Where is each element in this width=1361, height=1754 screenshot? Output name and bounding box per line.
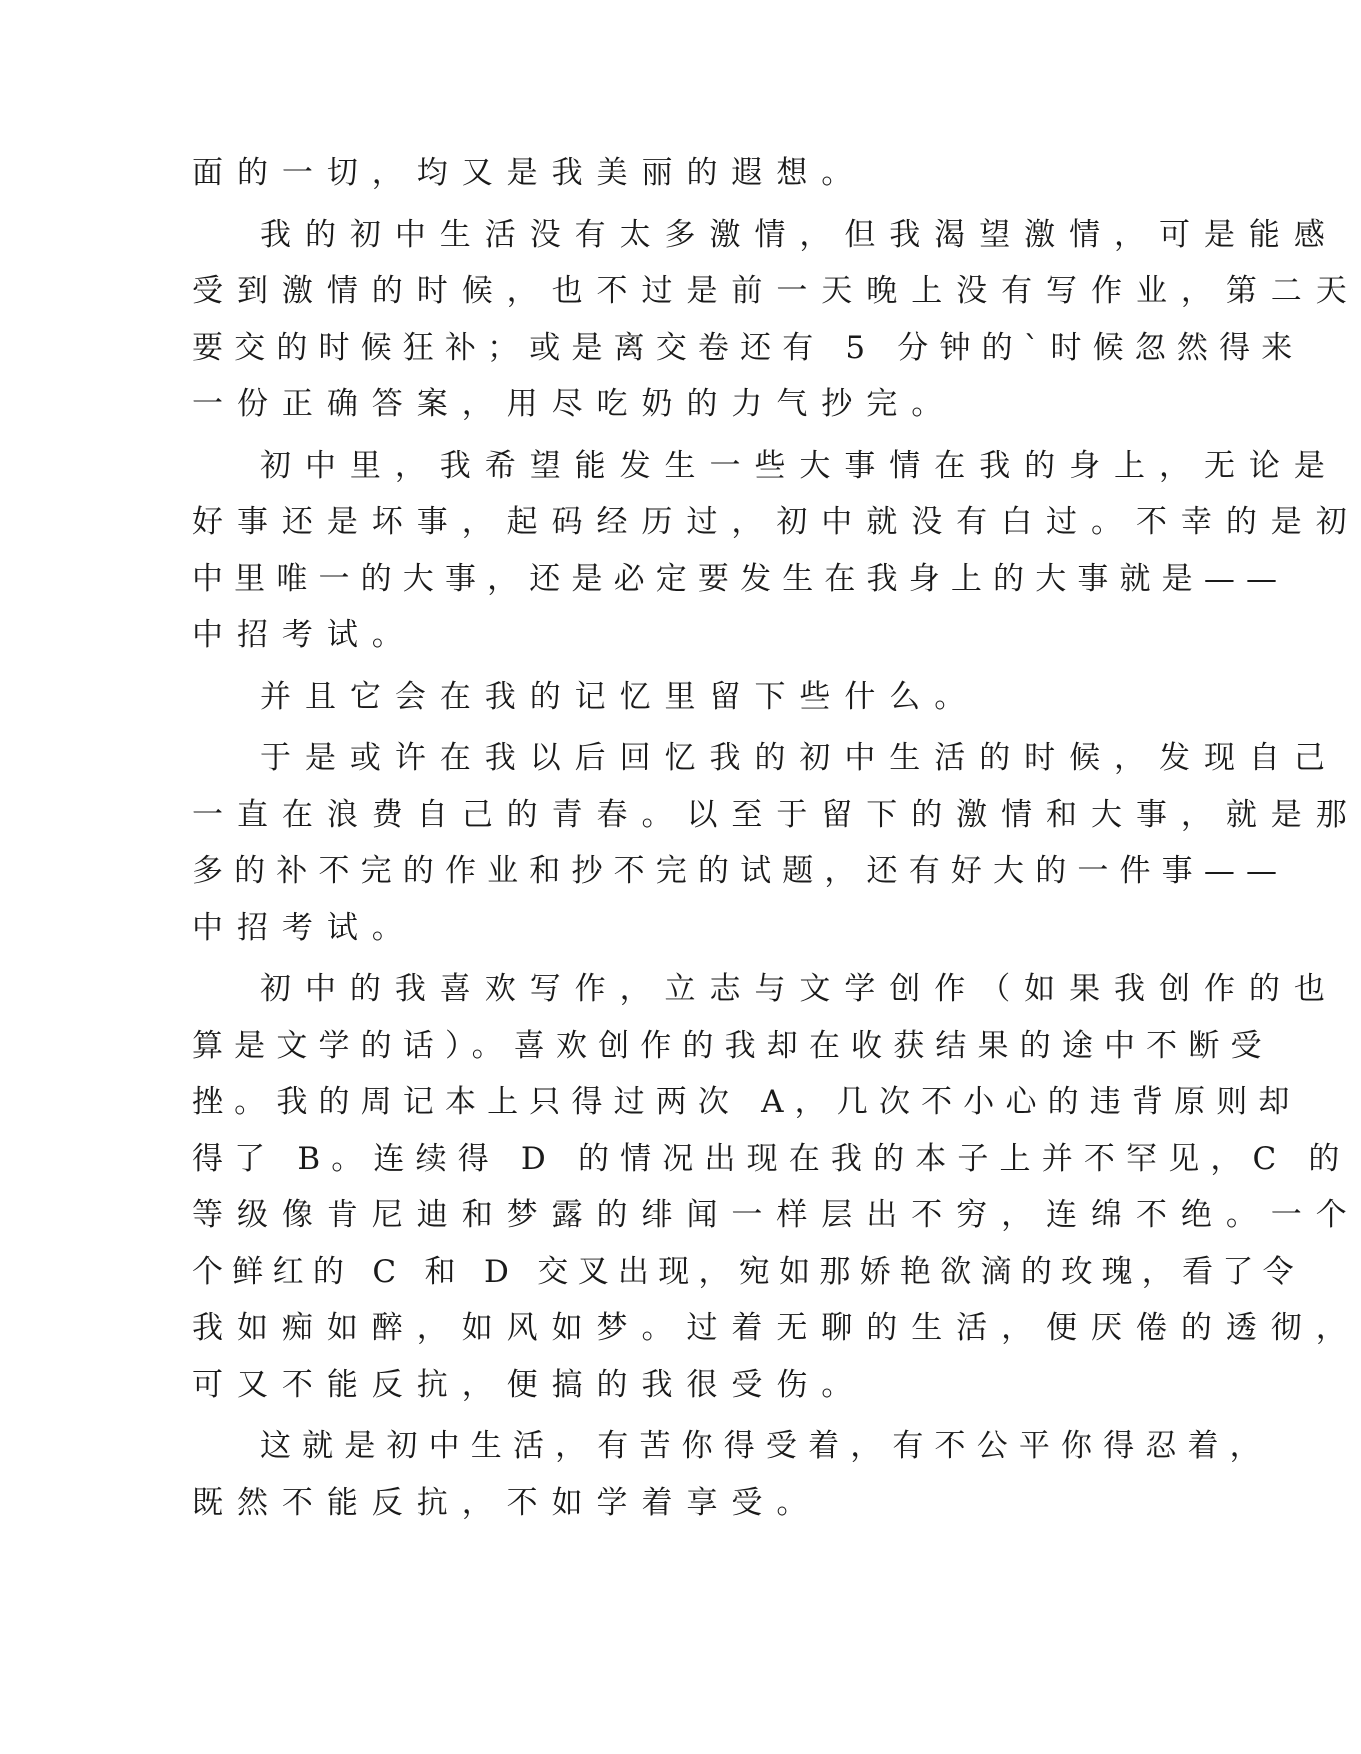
text-line: 多的补不完的作业和抄不完的试题，还有好大的一件事—— [192,853,1289,889]
paragraph-first-line: 这就是初中生活，有苦你得受着，有不公平你得忍着， [260,1428,1272,1464]
document-body [192,145,1361,1531]
text-line: 一份正确答案，用尽吃奶的力气抄完。 [192,386,957,422]
text-line: 中里唯一的大事，还是必定要发生在我身上的大事就是—— [192,560,1289,597]
text-line: 算是文学的话）。喜欢创作的我却在收获结果的途中不断受 [192,1027,1273,1064]
text-line: 要交的时候狂补；或是离交卷还有 5 分钟的`时候忽然得来 [192,329,1304,366]
text-line: 好事还是坏事，起码经历过，初中就没有白过。不幸的是初 [192,504,1361,540]
text-line: 面的一切，均又是我美丽的遐想。 [192,155,867,191]
text-line: 我如痴如醉，如风如梦。过着无聊的生活，便厌倦的透彻， [192,1310,1361,1346]
text-line: 受到激情的时候，也不过是前一天晚上没有写作业，第二天 [192,273,1361,309]
paragraph-first-line: 初中里，我希望能发生一些大事情在我的身上，无论是 [260,447,1339,484]
paragraph-first-line: 并且它会在我的记忆里留下些什么。 [260,678,980,715]
text-line: 中招考试。 [192,909,417,946]
text-line: 挫。我的周记本上只得过两次 A，几次不小心的违背原则却 [192,1084,1301,1120]
paragraph-first-line: 我的初中生活没有太多激情，但我渴望激情，可是能感 [260,216,1339,253]
text-line: 个鲜红的 C 和 D 交叉出现，宛如那娇艳欲滴的玫瑰，看了令 [192,1253,1303,1290]
paragraph-first-line: 初中的我喜欢写作，立志与文学创作（如果我创作的也 [260,971,1339,1007]
text-line: 一直在浪费自己的青春。以至于留下的激情和大事，就是那 [192,796,1361,833]
text-line: 既然不能反抗，不如学着享受。 [192,1484,822,1521]
text-line: 得了 B。连续得 D 的情况出现在我的本子上并不罕见，C 的 [192,1140,1351,1177]
paragraph-first-line: 于是或许在我以后回忆我的初中生活的时候，发现自己 [260,740,1339,776]
text-line: 等级像肯尼迪和梦露的绯闻一样层出不穷，连绵不绝。一个 [192,1197,1361,1233]
text-line: 中招考试。 [192,617,417,653]
text-line: 可又不能反抗，便搞的我很受伤。 [192,1366,867,1403]
